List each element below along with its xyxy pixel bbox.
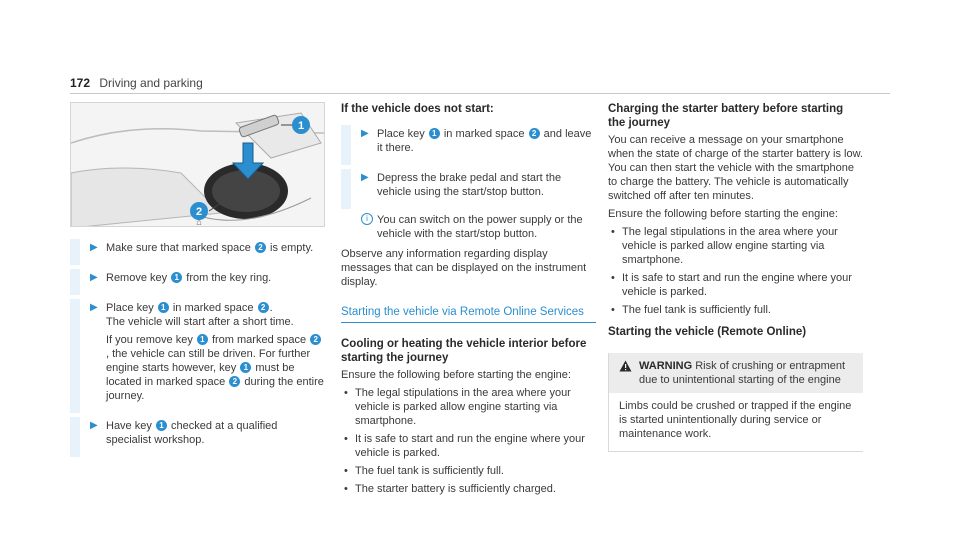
section-title: Driving and parking [99, 76, 203, 90]
warning-title: Risk of crushing or entrapment due to unintentional starting of the engine [639, 360, 846, 386]
info-note: i You can switch on the power supply or the vehicle with the start/stop button. [341, 213, 596, 241]
step-place-key: ▶ Place key 1 in marked space 2 . The vehicle will start after a short time. If you remove key 1 from marked space 2, the vehicle can still be driven. For further engine starts however, key 1 must be located in marked space 2 during the entire journey. [70, 299, 325, 413]
badge-2: 2 [255, 242, 266, 253]
page-number: 172 [70, 76, 91, 90]
heading-remote-online: Starting the vehicle (Remote Online) [608, 326, 807, 338]
requirements-list [608, 225, 863, 317]
ensure-text: Ensure the following before starting the engine: [341, 369, 571, 381]
display-messages-paragraph: Observe any information regarding display messages that can be displayed on the instrument display. [341, 248, 587, 288]
svg-text:2: 2 [195, 206, 203, 218]
step-have-key-checked: ▶ Have key 1 checked at a qualified specialist workshop. [70, 417, 325, 457]
badge-1: 1 [171, 272, 182, 283]
svg-text:⌂: ⌂ [196, 217, 202, 227]
heading-cooling-heating: Cooling or heating the vehicle interior before starting the journey [341, 338, 587, 364]
warning-label: WARNING [639, 360, 693, 372]
warning-body: Limbs could be crushed or trapped if the engine is started unintentionally during service or maintenance work. [619, 400, 852, 440]
charging-paragraph: You can receive a message on your smartphone when the state of charge of the starter battery is low. You can then start the vehicle with the smartphone to charge the battery. The vehicle is automatically switched off after ten minutes. [608, 134, 863, 202]
console-drawing [71, 103, 325, 227]
step-make-sure: ▶ Make sure that marked space 2 is empty. [70, 239, 325, 265]
heading-vehicle-does-not-start: If the vehicle does not start: [341, 103, 494, 115]
step-arrow-icon: ▶ [361, 172, 369, 183]
svg-text:1: 1 [297, 120, 305, 132]
requirements-list [341, 386, 596, 496]
ensure-text: Ensure the following before starting the engine: [608, 208, 838, 220]
column-3 [608, 102, 863, 452]
step-arrow-icon: ▶ [361, 128, 369, 139]
heading-charging-battery: Charging the starter battery before starting the journey [608, 103, 844, 129]
step-arrow-icon: ▶ [90, 302, 98, 313]
list-item: • The fuel tank is sufficiently full. [608, 303, 863, 317]
step-remove-key: ▶ Remove key 1 from the key ring. [70, 269, 325, 295]
step-arrow-icon: ▶ [90, 420, 98, 431]
remote-services-link[interactable]: Starting the vehicle via Remote Online Services [341, 305, 596, 323]
list-item: • The fuel tank is sufficiently full. [341, 464, 596, 478]
warning-icon [619, 360, 632, 372]
step-depress-brake: ▶ Depress the brake pedal and start the vehicle using the start/stop button. [341, 169, 596, 209]
step-arrow-icon: ▶ [90, 272, 98, 283]
page-header [70, 76, 203, 90]
header-rule [70, 93, 890, 94]
list-item: • The legal stipulations in the area where your vehicle is parked allow engine starting via smartphone. [608, 225, 863, 267]
list-item: • It is safe to start and run the engine where your vehicle is parked. [608, 271, 863, 299]
step-place-key-2: ▶ Place key 1 in marked space 2 and leave it there. [341, 125, 596, 165]
column-2 [341, 102, 596, 500]
list-item: • The legal stipulations in the area where your vehicle is parked allow engine starting via smartphone. [341, 386, 596, 428]
column-1 [70, 102, 325, 461]
warning-box [608, 353, 863, 452]
list-item: • The starter battery is sufficiently charged. [341, 482, 596, 496]
step-arrow-icon: ▶ [90, 242, 98, 253]
list-item: • It is safe to start and run the engine where your vehicle is parked. [341, 432, 596, 460]
key-space-illustration [70, 102, 325, 227]
info-icon: i [361, 213, 373, 225]
